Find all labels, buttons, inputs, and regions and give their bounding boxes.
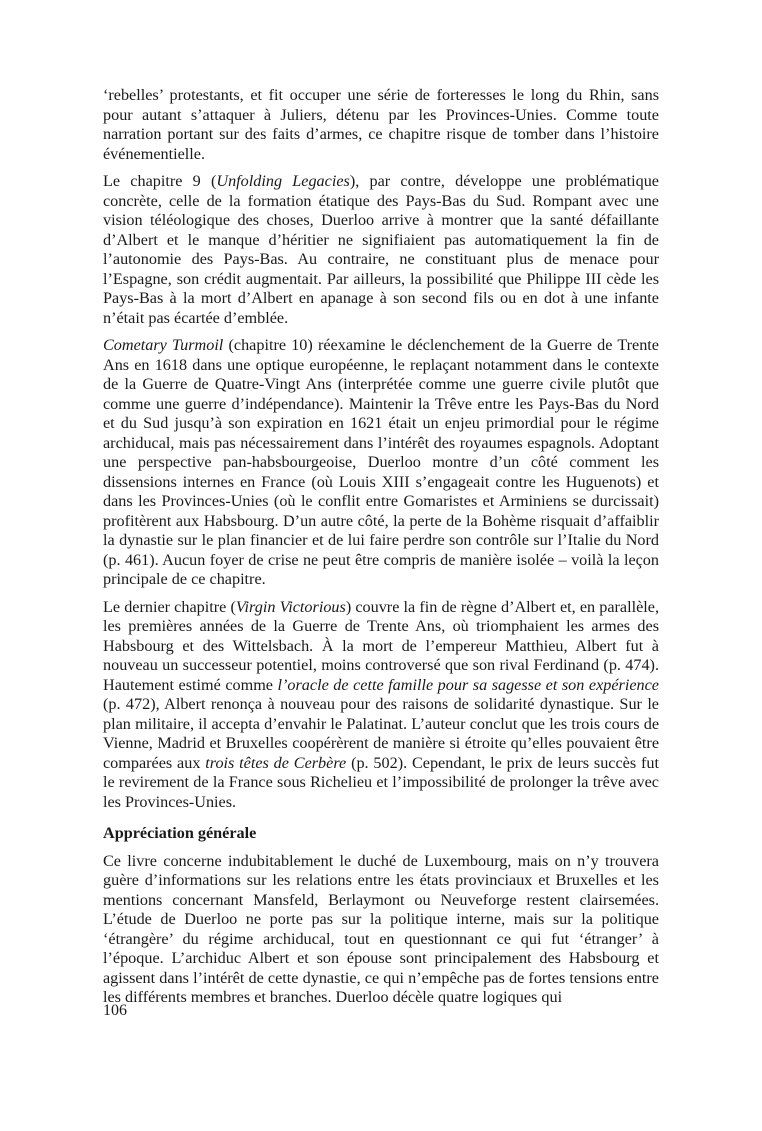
paragraph-2-text: ), par contre, développe une problématique concrète, celle de la formation étatique des Pays-Bas du Sud. Rompant avec une vision téléologique des choses, Duerloo arrive à montrer que la santé défaillante d’Albert et le manque d’héritier ne signifiaient pas automatiquement la fin de l’autonomie des Pays-Bas. Au contraire, ne constituant plus de menace pour l’Espagne, son crédit augmentait. Par ailleurs, la possibilité que Philippe III cède les Pays-Bas à la mort d’Albert en apanage à son second fils ou en dot à une infante n’était pas écartée d’emblée. <box>103 172 659 327</box>
italic-quotation: l’oracle de cette famille pour sa sagesse et son expérience <box>277 675 659 694</box>
paragraph-4-text: (p. 502). Cependant, le prix de leurs succès fut le revirement de la France sous Richelieu et l’impossibilité de prolonger la trêve avec les Provinces-Unies. <box>103 753 659 811</box>
paragraph-4-text: ) couvre la fin de règne d’Albert et, en parallèle, les premières années de la Guerre de Trente Ans, où triomphaient les armes des Habsbourg et des Wittelsbach. À la mort de l’empereur Matthieu, Albert fut à nouveau un successeur potentiel, moins controversé que son rival Ferdinand (p. 474). Hautement estimé comme <box>103 597 659 694</box>
page-body <box>103 86 659 1016</box>
book-chapter-title: Cometary Turmoil <box>103 336 224 354</box>
paragraph-1-text: ‘rebelles’ protestants, et fit occuper une série de forteresses le long du Rhin, sans pour autant s’attaquer à Juliers, détenu par les Provinces-Unies. Comme toute narration portant sur des faits d’armes, ce chapitre risque de tomber dans l’histoire événementielle. <box>103 86 659 163</box>
paragraph-3 <box>103 336 659 590</box>
paragraph-4-text: Le dernier chapitre ( <box>103 597 236 616</box>
section-heading: Appréciation générale <box>103 824 257 842</box>
paragraph-2-text: Le chapitre 9 ( <box>103 172 217 190</box>
paragraph-3-text: (chapitre 10) réexamine le déclenchement de la Guerre de Trente Ans en 1618 dans une optique européenne, le replaçant notamment dans le contexte de la Guerre de Quatre-Vingt Ans (interprétée comme une guerre civile plutôt que comme une guerre d’indépendance). Maintenir la Trêve entre les Pays-Bas du Nord et du Sud jusqu’à son expiration en 1621 était un enjeu primordial pour le régime archiducal, mais pas nécessairement dans l’intérêt des royaumes espagnols. Adoptant une perspective pan-habsbourgeoise, Duerloo montre d’un côté comment les dissensions internes en France (où Louis XIII s’engageait contre les Huguenots) et dans les Provinces-Unies (où le conflit entre Gomaristes et Arminiens se durcissait) profitèrent aux Habsbourg. D’un autre côté, la perte de la Bohème risquait d’affaiblir la dynastie sur le plan financier et de lui faire perdre son contrôle sur l’Italie du Nord (p. 461). Aucun foyer de crise ne peut être compris de manière isolée – voilà la leçon principale de ce chapitre. <box>103 336 659 588</box>
page-number: 106 <box>103 1002 127 1019</box>
paragraph-4 <box>103 598 659 813</box>
paragraph-5: Ce livre concerne indubitablement le duché de Luxembourg, mais on n’y trouvera guère d’informations sur les relations entre les états provinciaux et Bruxelles et les mentions concernant Mansfeld, Berlaymont ou Neuveforge restent clairsemées. L’étude de Duerloo ne porte pas sur la politique interne, mais sur la politique ‘étrangère’ du régime archiducal, tout en questionnant ce qui fut ‘étranger’ à l’époque. L’archiduc Albert et son épouse sont principalement des Habsbourg et agissent dans l’intérêt de cette dynastie, ce qui n’empêche pas de fortes tensions entre les différents membres et branches. Duerloo décèle quatre logiques qui <box>103 851 659 1006</box>
book-chapter-title: Unfolding Legacies <box>216 172 350 190</box>
paragraph-1 <box>103 86 659 164</box>
italic-quotation: trois têtes de Cerbère <box>205 753 347 772</box>
paragraph-4-text: (p. 472), Albert renonça à nouveau pour des raisons de solidarité dynastique. Sur le plan militaire, il accepta d’envahir le Palatinat. L’auteur conclut que les trois cours de Vienne, Madrid et Bruxelles coopérèrent de manière si étroite qu’elles pouvaient être comparées aux <box>103 695 659 772</box>
paragraph-2 <box>103 172 659 328</box>
book-chapter-title: Virgin Victorious <box>235 597 346 616</box>
